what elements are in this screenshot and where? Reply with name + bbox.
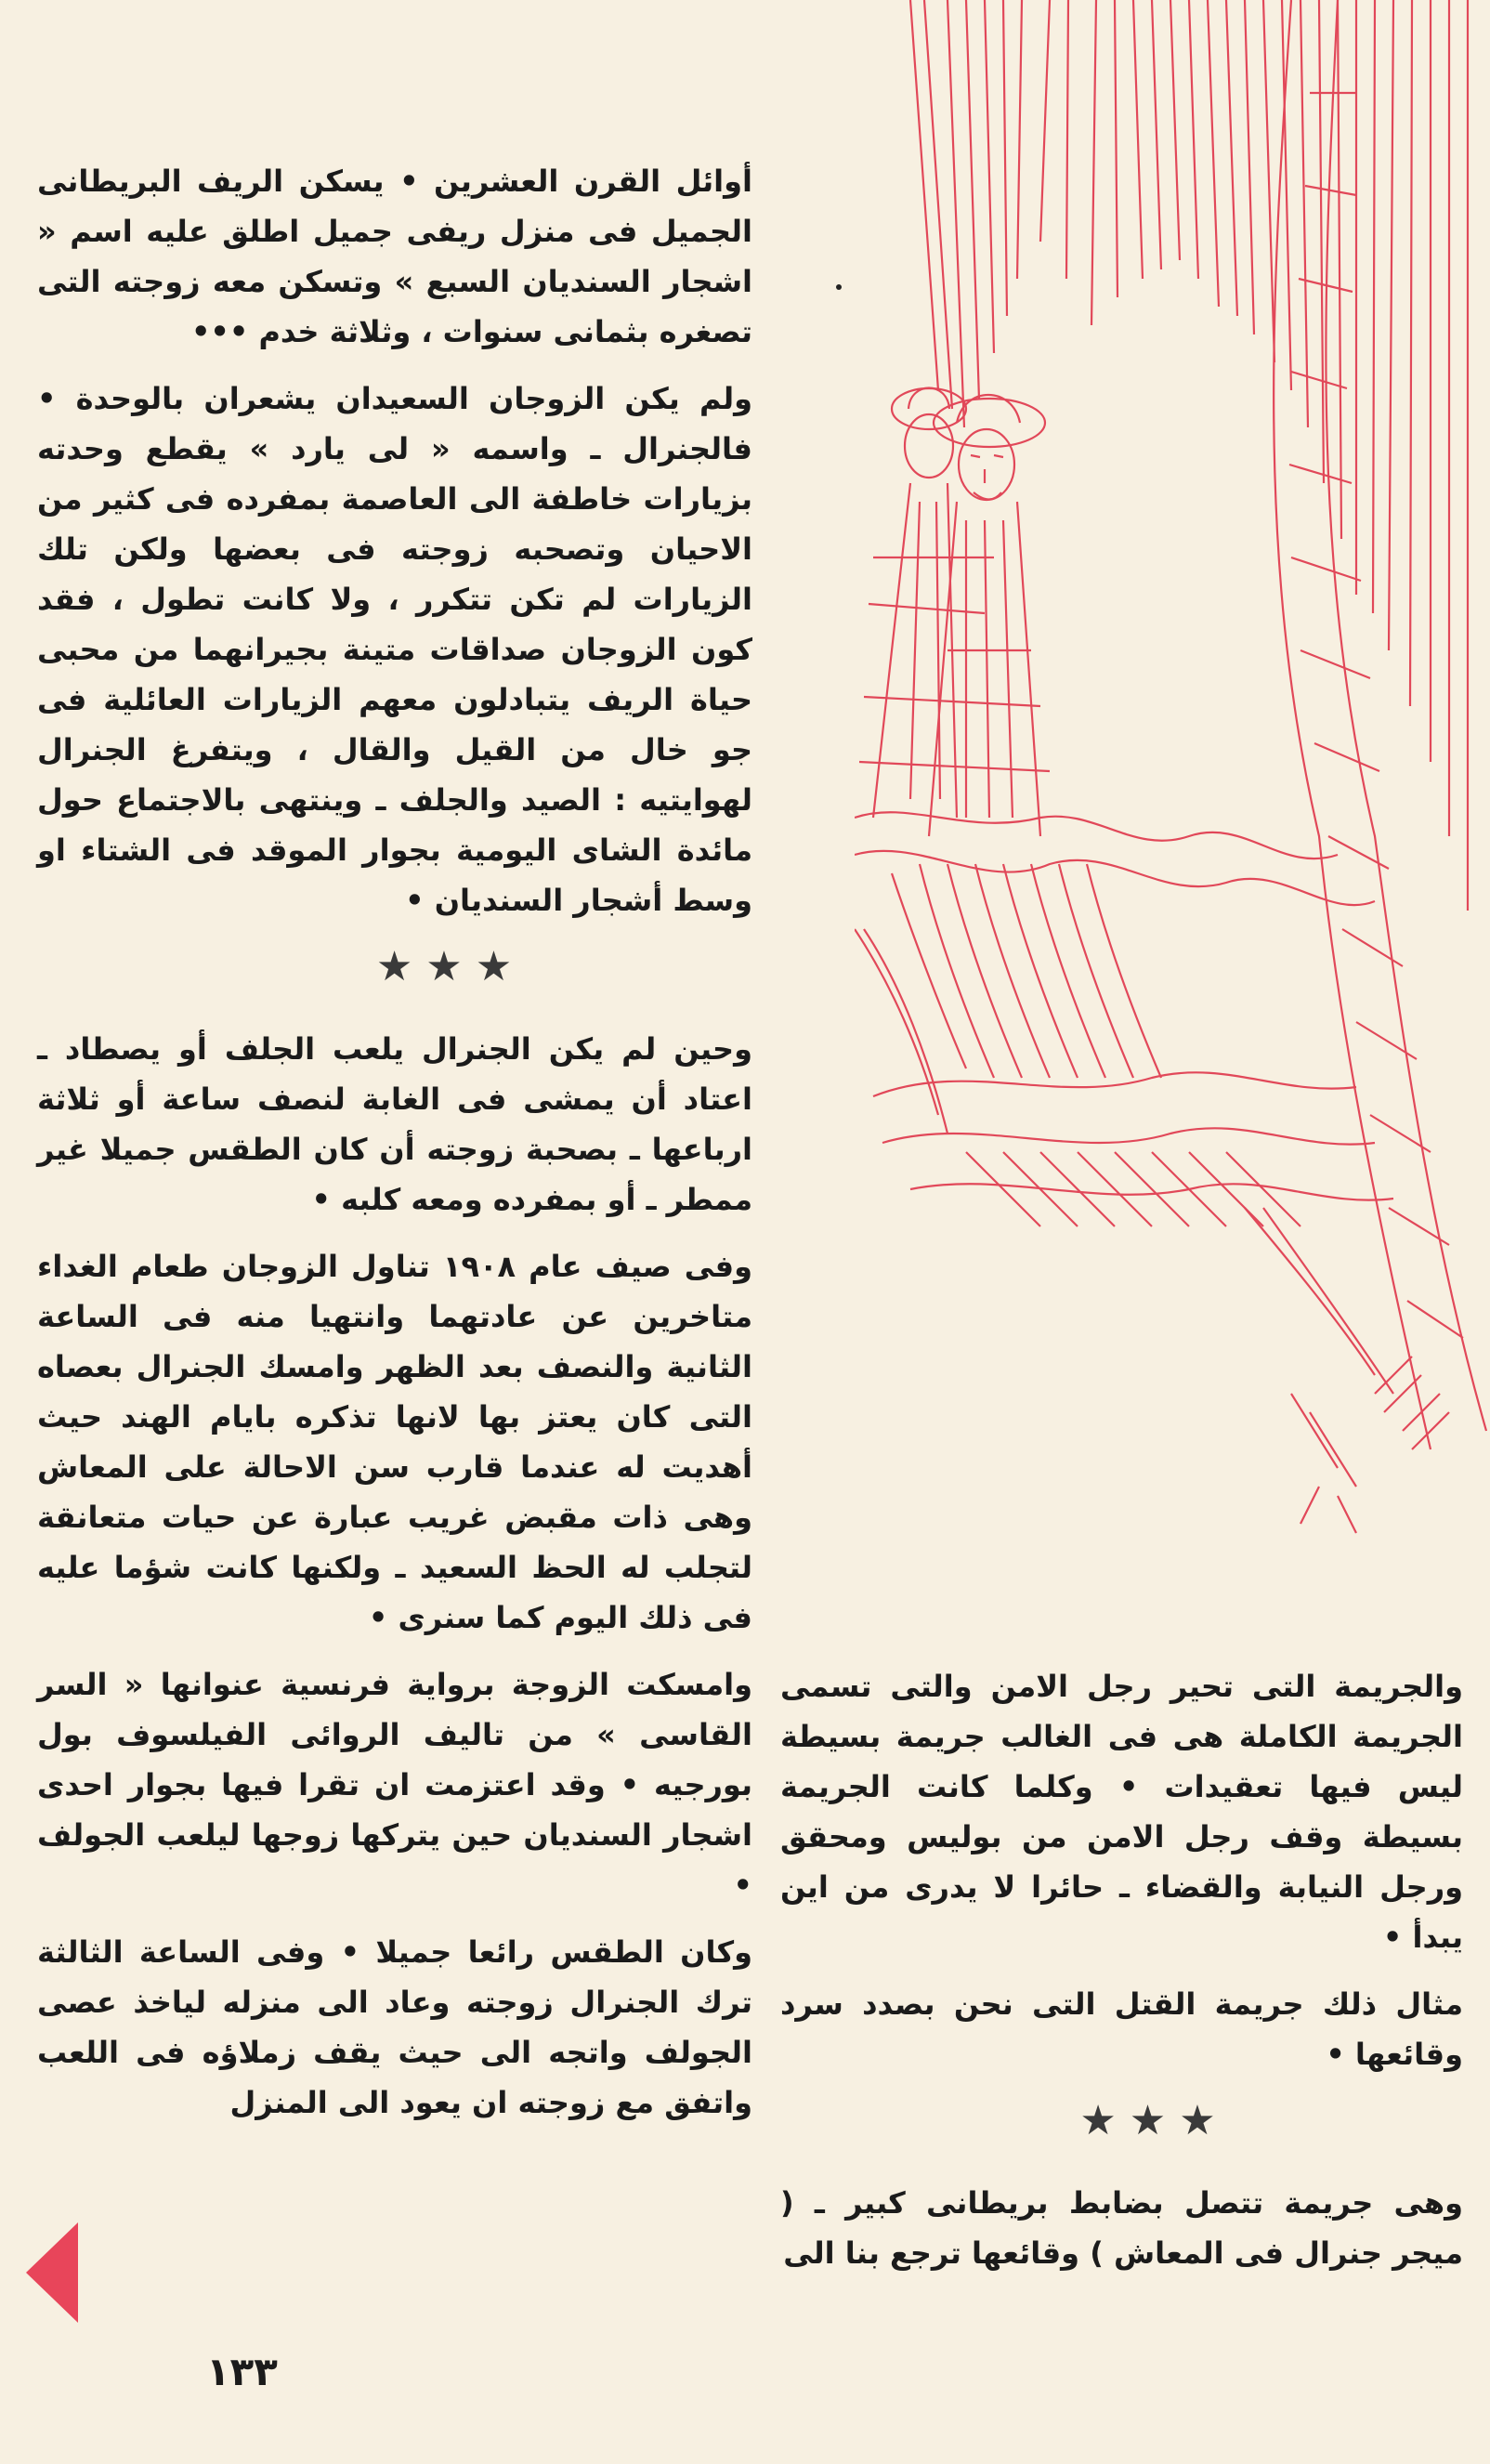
page-number: ١٣٣	[206, 2349, 278, 2394]
article-paragraph: وهى جريمة تتصل بضابط بريطانى كبير ـ ( ميجر جنرال فى المعاش ) وقائعها ترجع بنا الى	[780, 2185, 1463, 2271]
article-paragraph: وفى صيف عام ١٩٠٨ تناول الزوجان طعام الغداء متاخرين عن عادتهما وانتهيا منه فى الساعة الثانية والنصف بعد الظهر وامسك الجنرال بعصاه التى كان يعتز بها لانها تذكره بايام الهند حيث أهديت له عندما قارب سن الاحالة على المعاش وهى ذات مقبض غريب عبارة عن حيات متعانقة لتجلب له الحظ السعيد ـ ولكنها كانت شؤما عليه فى ذلك اليوم كما سنرى •	[37, 1249, 753, 1635]
right-text-column	[780, 1661, 1463, 2295]
section-separator-stars: ★★★	[375, 943, 526, 990]
section-separator-stars: ★★★	[1079, 2097, 1229, 2144]
left-triangle-icon	[26, 2222, 78, 2323]
article-paragraph: وامسكت الزوجة برواية فرنسية عنوانها « السر القاسى » من تاليف الروائى الفيلسوف بول بورجيه • وقد اعتزمت ان تقرا فيها بجوار احدى اشجار السنديان حين يتركها زوجها ليلعب الجولف •	[37, 1667, 752, 1903]
left-text-column	[37, 156, 752, 2144]
article-paragraph: وحين لم يكن الجنرال يلعب الجلف أو يصطاد ـ اعتاد أن يمشى فى الغابة لنصف ساعة أو ثلاثة ارباعها ـ بصحبة زوجته أن كان الطقس جميلا غير ممطر ـ أو بمفرده ومعه كلبه •	[37, 1031, 752, 1217]
red-ink-illustration	[855, 0, 1490, 1542]
ink-speck	[836, 284, 842, 290]
article-paragraph: ولم يكن الزوجان السعيدان يشعران بالوحدة • فالجنرال ـ واسمه « لى يارد » يقطع وحدته بزيارات خاطفة الى العاصمة بمفرده فى كثير من الاحيان وتصحبه زوجته فى بعضها ولكن تلك الزيارات لم تكن تتكرر ، ولا كانت تطول ، فقد كون الزوجان صداقات متينة بجيرانهما من محبى حياة الريف يتبادلون معهم الزيارات العائلية فى جو خال من القيل والقال ، ويتفرغ الجنرال لهوايتيه : الصيد والجلف ـ وينتهى بالاجتماع حول مائدة الشاى اليومية بجوار الموقد فى الشتاء او وسط أشجار السنديان •	[37, 381, 752, 918]
article-paragraph: مثال ذلك جريمة القتل التى نحن بصدد سرد وقائعها •	[780, 1986, 1463, 2072]
article-paragraph: وكان الطقس رائعا جميلا • وفى الساعة الثالثة ترك الجنرال زوجته وعاد الى منزله لياخذ عصى الجولف واتجه الى حيث يقف زملاؤه فى اللعب واتفق مع زوجته ان يعود الى المنزل	[37, 1934, 752, 2120]
article-paragraph: والجريمة التى تحير رجل الامن والتى تسمى الجريمة الكاملة هى فى الغالب جريمة بسيطة ليس فيها تعقيدات • وكلما كانت الجريمة بسيطة وقف رجل الامن من بوليس ومحقق ورجل النيابة والقضاء ـ حائرا لا يدرى من اين يبدأ •	[780, 1669, 1463, 1955]
article-paragraph: أوائل القرن العشرين • يسكن الريف البريطانى الجميل فى منزل ريفى جميل اطلق عليه اسم « اشجار السنديان السبع » وتسكن معه زوجته التى تصغره بثمانى سنوات ، وثلاثة خدم •••	[37, 164, 752, 349]
